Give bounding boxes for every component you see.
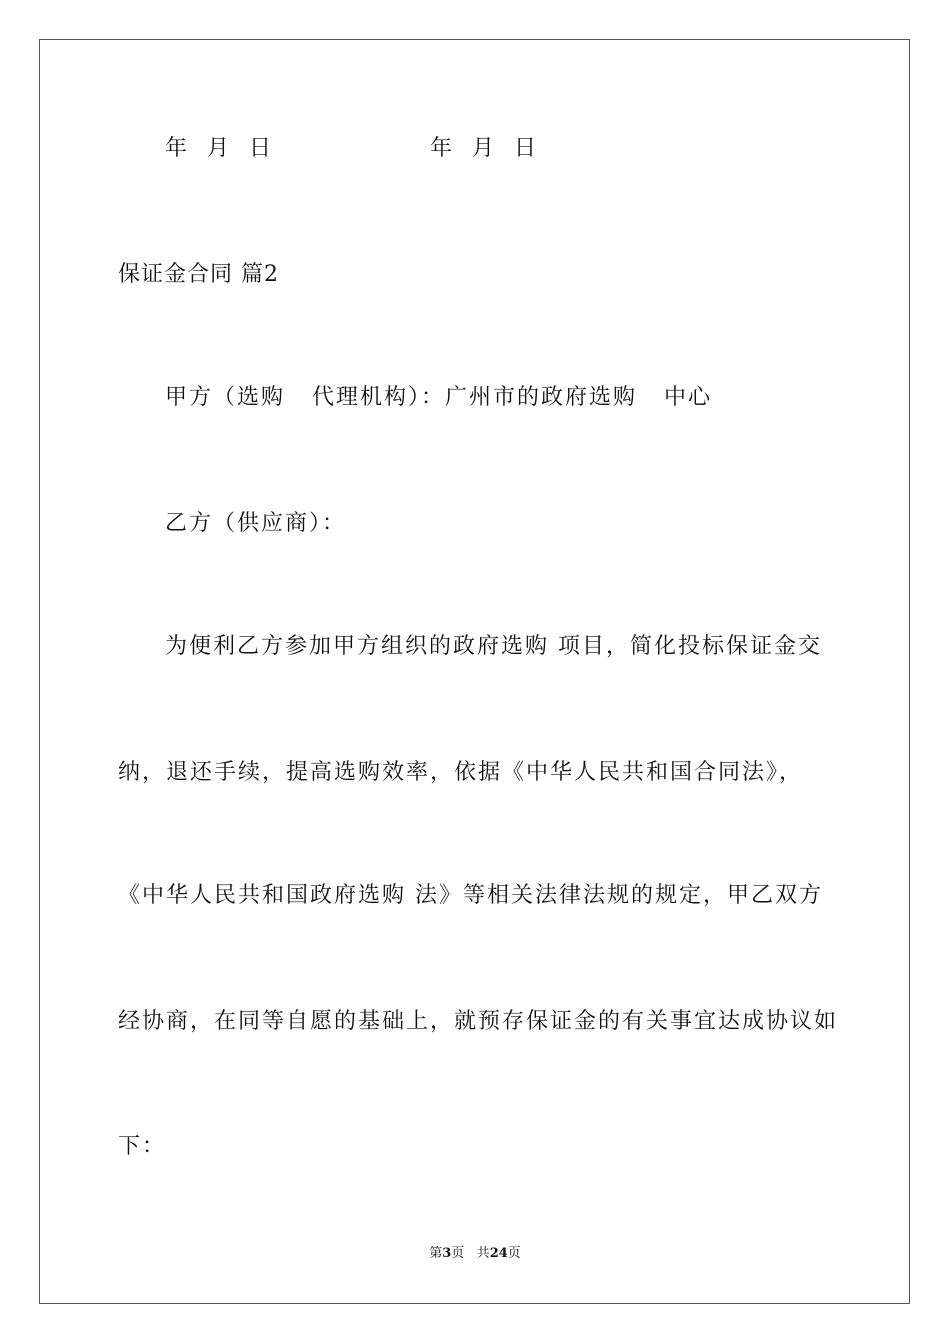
paragraph-line: 纳，退还手续，提高选购效率，依据《中华人民共和国合同法》， bbox=[118, 760, 804, 785]
footer-total-pages: 24 bbox=[489, 1246, 508, 1261]
footer-total-label: 页 bbox=[507, 1246, 521, 1261]
page-frame bbox=[39, 39, 910, 1304]
paragraph-line: 经协商，在同等自愿的基础上，就预存保证金的有关事宜达成协议如 bbox=[118, 1009, 839, 1034]
footer-current-page: 3 bbox=[442, 1246, 452, 1261]
party-a-line: 甲方（选购 代理机构）：广州市的政府选购 中心 bbox=[165, 385, 712, 410]
paragraph-line: 下： bbox=[118, 1134, 167, 1159]
party-b-line: 乙方（供应商）： bbox=[165, 511, 347, 536]
footer-page-label: 页 bbox=[451, 1246, 465, 1261]
paragraph-line: 为便利乙方参加甲方组织的政府选购 项目，简化投标保证金交 bbox=[165, 634, 822, 659]
paragraph-line: 《中华人民共和国政府选购 法》等相关法律法规的规定，甲乙双方 bbox=[118, 883, 823, 908]
signature-date-left: 年 月 日 bbox=[165, 136, 273, 161]
signature-date-right: 年 月 日 bbox=[430, 136, 538, 161]
section-heading: 保证金合同 篇2 bbox=[118, 262, 279, 287]
footer-prefix: 第 bbox=[429, 1246, 443, 1261]
footer-total-prefix: 共 bbox=[476, 1246, 490, 1261]
page-footer bbox=[0, 1246, 950, 1262]
